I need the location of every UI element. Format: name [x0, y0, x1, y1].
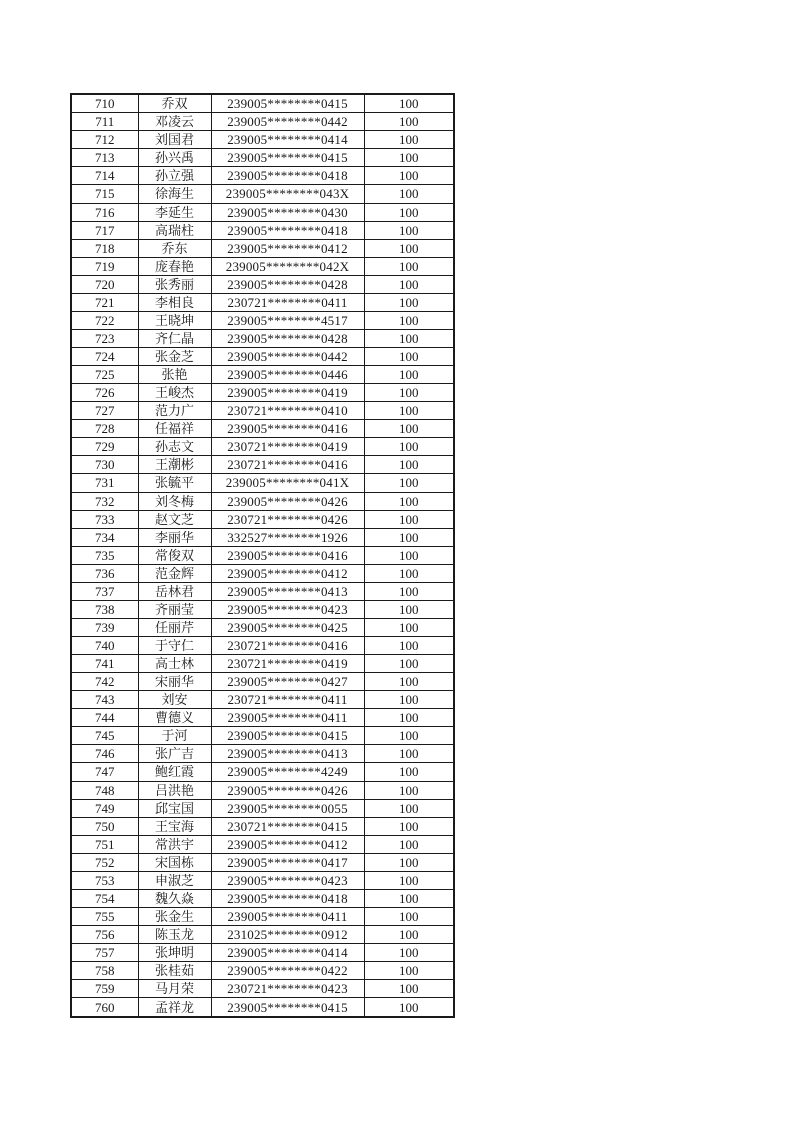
name-cell: 常俊双: [138, 546, 211, 564]
row-number-cell: 760: [71, 998, 138, 1017]
score-cell: 100: [364, 709, 454, 727]
masked-id-cell: 239005********0412: [211, 239, 364, 257]
table-row: [71, 329, 454, 347]
score-cell: 100: [364, 510, 454, 528]
table-row: [71, 600, 454, 618]
score-cell: 100: [364, 113, 454, 131]
row-number-cell: 749: [71, 799, 138, 817]
table-row: [71, 456, 454, 474]
table-row: [71, 384, 454, 402]
score-cell: 100: [364, 799, 454, 817]
row-number-cell: 746: [71, 745, 138, 763]
score-cell: 100: [364, 293, 454, 311]
score-cell: 100: [364, 94, 454, 113]
name-cell: 张金生: [138, 907, 211, 925]
masked-id-cell: 239005********0412: [211, 835, 364, 853]
row-number-cell: 745: [71, 727, 138, 745]
name-cell: 张秀丽: [138, 275, 211, 293]
table-row: [71, 926, 454, 944]
score-cell: 100: [364, 402, 454, 420]
masked-id-cell: 239005********043X: [211, 185, 364, 203]
name-cell: 宋丽华: [138, 673, 211, 691]
masked-id-cell: 239005********0416: [211, 420, 364, 438]
table-row: [71, 853, 454, 871]
score-cell: 100: [364, 691, 454, 709]
masked-id-cell: 239005********0427: [211, 673, 364, 691]
table-row: [71, 293, 454, 311]
table-row: [71, 366, 454, 384]
row-number-cell: 740: [71, 637, 138, 655]
masked-id-cell: 332527********1926: [211, 528, 364, 546]
row-number-cell: 719: [71, 257, 138, 275]
row-number-cell: 752: [71, 853, 138, 871]
score-cell: 100: [364, 781, 454, 799]
table-row: [71, 727, 454, 745]
row-number-cell: 739: [71, 618, 138, 636]
score-table-body: [71, 94, 454, 1017]
name-cell: 鲍红霞: [138, 763, 211, 781]
name-cell: 刘冬梅: [138, 492, 211, 510]
name-cell: 赵文芝: [138, 510, 211, 528]
masked-id-cell: 230721********0423: [211, 980, 364, 998]
row-number-cell: 742: [71, 673, 138, 691]
score-cell: 100: [364, 239, 454, 257]
name-cell: 范金辉: [138, 564, 211, 582]
score-cell: 100: [364, 763, 454, 781]
score-cell: 100: [364, 835, 454, 853]
table-row: [71, 510, 454, 528]
row-number-cell: 716: [71, 203, 138, 221]
row-number-cell: 751: [71, 835, 138, 853]
masked-id-cell: 239005********0428: [211, 275, 364, 293]
name-cell: 庞春艳: [138, 257, 211, 275]
masked-id-cell: 230721********0416: [211, 456, 364, 474]
row-number-cell: 729: [71, 438, 138, 456]
table-row: [71, 131, 454, 149]
name-cell: 齐丽莹: [138, 600, 211, 618]
row-number-cell: 723: [71, 329, 138, 347]
table-row: [71, 763, 454, 781]
row-number-cell: 735: [71, 546, 138, 564]
table-row: [71, 980, 454, 998]
score-cell: 100: [364, 456, 454, 474]
name-cell: 徐海生: [138, 185, 211, 203]
masked-id-cell: 239005********0414: [211, 131, 364, 149]
name-cell: 刘安: [138, 691, 211, 709]
row-number-cell: 728: [71, 420, 138, 438]
masked-id-cell: 239005********0414: [211, 944, 364, 962]
name-cell: 张坤明: [138, 944, 211, 962]
masked-id-cell: 230721********0426: [211, 510, 364, 528]
row-number-cell: 759: [71, 980, 138, 998]
table-row: [71, 149, 454, 167]
table-row: [71, 817, 454, 835]
row-number-cell: 717: [71, 221, 138, 239]
score-cell: 100: [364, 980, 454, 998]
score-cell: 100: [364, 618, 454, 636]
row-number-cell: 718: [71, 239, 138, 257]
score-cell: 100: [364, 528, 454, 546]
table-row: [71, 944, 454, 962]
score-cell: 100: [364, 546, 454, 564]
masked-id-cell: 239005********0416: [211, 546, 364, 564]
masked-id-cell: 230721********0411: [211, 293, 364, 311]
masked-id-cell: 230721********0410: [211, 402, 364, 420]
masked-id-cell: 239005********0423: [211, 871, 364, 889]
masked-id-cell: 239005********0415: [211, 94, 364, 113]
row-number-cell: 736: [71, 564, 138, 582]
masked-id-cell: 230721********0419: [211, 655, 364, 673]
score-cell: 100: [364, 203, 454, 221]
row-number-cell: 750: [71, 817, 138, 835]
name-cell: 陈玉龙: [138, 926, 211, 944]
table-row: [71, 962, 454, 980]
masked-id-cell: 239005********0430: [211, 203, 364, 221]
name-cell: 高士林: [138, 655, 211, 673]
row-number-cell: 710: [71, 94, 138, 113]
row-number-cell: 744: [71, 709, 138, 727]
score-cell: 100: [364, 167, 454, 185]
row-number-cell: 756: [71, 926, 138, 944]
table-row: [71, 528, 454, 546]
score-cell: 100: [364, 329, 454, 347]
masked-id-cell: 230721********0419: [211, 438, 364, 456]
score-cell: 100: [364, 149, 454, 167]
row-number-cell: 732: [71, 492, 138, 510]
score-cell: 100: [364, 131, 454, 149]
name-cell: 于河: [138, 727, 211, 745]
name-cell: 李丽华: [138, 528, 211, 546]
score-table: [70, 93, 455, 1018]
name-cell: 王晓坤: [138, 311, 211, 329]
table-row: [71, 348, 454, 366]
score-cell: 100: [364, 853, 454, 871]
row-number-cell: 755: [71, 907, 138, 925]
masked-id-cell: 239005********0055: [211, 799, 364, 817]
score-cell: 100: [364, 564, 454, 582]
name-cell: 李相良: [138, 293, 211, 311]
score-cell: 100: [364, 655, 454, 673]
row-number-cell: 754: [71, 889, 138, 907]
table-row: [71, 673, 454, 691]
masked-id-cell: 239005********0411: [211, 907, 364, 925]
score-cell: 100: [364, 311, 454, 329]
score-cell: 100: [364, 926, 454, 944]
masked-id-cell: 239005********0446: [211, 366, 364, 384]
table-row: [71, 474, 454, 492]
score-cell: 100: [364, 962, 454, 980]
name-cell: 魏久焱: [138, 889, 211, 907]
table-row: [71, 185, 454, 203]
table-row: [71, 889, 454, 907]
row-number-cell: 721: [71, 293, 138, 311]
score-cell: 100: [364, 998, 454, 1017]
table-row: [71, 203, 454, 221]
name-cell: 张桂茹: [138, 962, 211, 980]
score-cell: 100: [364, 366, 454, 384]
masked-id-cell: 230721********0415: [211, 817, 364, 835]
masked-id-cell: 239005********0413: [211, 745, 364, 763]
row-number-cell: 738: [71, 600, 138, 618]
score-cell: 100: [364, 600, 454, 618]
name-cell: 邓凌云: [138, 113, 211, 131]
name-cell: 齐仁晶: [138, 329, 211, 347]
row-number-cell: 715: [71, 185, 138, 203]
row-number-cell: 714: [71, 167, 138, 185]
name-cell: 张艳: [138, 366, 211, 384]
table-row: [71, 311, 454, 329]
name-cell: 吕洪艳: [138, 781, 211, 799]
row-number-cell: 753: [71, 871, 138, 889]
row-number-cell: 720: [71, 275, 138, 293]
score-cell: 100: [364, 727, 454, 745]
table-row: [71, 745, 454, 763]
row-number-cell: 734: [71, 528, 138, 546]
score-cell: 100: [364, 420, 454, 438]
name-cell: 孙立强: [138, 167, 211, 185]
table-row: [71, 221, 454, 239]
name-cell: 岳林君: [138, 582, 211, 600]
table-row: [71, 907, 454, 925]
row-number-cell: 722: [71, 311, 138, 329]
masked-id-cell: 239005********0415: [211, 998, 364, 1017]
name-cell: 孙兴禹: [138, 149, 211, 167]
masked-id-cell: 239005********0426: [211, 781, 364, 799]
table-row: [71, 94, 454, 113]
score-cell: 100: [364, 907, 454, 925]
score-cell: 100: [364, 871, 454, 889]
name-cell: 宋国栋: [138, 853, 211, 871]
name-cell: 张广吉: [138, 745, 211, 763]
row-number-cell: 731: [71, 474, 138, 492]
masked-id-cell: 239005********0423: [211, 600, 364, 618]
row-number-cell: 733: [71, 510, 138, 528]
masked-id-cell: 239005********0412: [211, 564, 364, 582]
name-cell: 任丽芹: [138, 618, 211, 636]
name-cell: 高瑞柱: [138, 221, 211, 239]
row-number-cell: 713: [71, 149, 138, 167]
row-number-cell: 711: [71, 113, 138, 131]
table-row: [71, 655, 454, 673]
masked-id-cell: 231025********0912: [211, 926, 364, 944]
row-number-cell: 725: [71, 366, 138, 384]
name-cell: 刘国君: [138, 131, 211, 149]
masked-id-cell: 239005********0426: [211, 492, 364, 510]
row-number-cell: 758: [71, 962, 138, 980]
masked-id-cell: 239005********0442: [211, 113, 364, 131]
name-cell: 任福祥: [138, 420, 211, 438]
name-cell: 孙志文: [138, 438, 211, 456]
masked-id-cell: 239005********042X: [211, 257, 364, 275]
masked-id-cell: 239005********0415: [211, 727, 364, 745]
name-cell: 王峻杰: [138, 384, 211, 402]
row-number-cell: 737: [71, 582, 138, 600]
table-row: [71, 167, 454, 185]
score-cell: 100: [364, 582, 454, 600]
score-cell: 100: [364, 817, 454, 835]
table-row: [71, 546, 454, 564]
table-row: [71, 257, 454, 275]
row-number-cell: 724: [71, 348, 138, 366]
name-cell: 乔双: [138, 94, 211, 113]
name-cell: 申淑芝: [138, 871, 211, 889]
score-cell: 100: [364, 275, 454, 293]
masked-id-cell: 239005********0418: [211, 221, 364, 239]
masked-id-cell: 239005********0428: [211, 329, 364, 347]
score-cell: 100: [364, 438, 454, 456]
masked-id-cell: 239005********0442: [211, 348, 364, 366]
score-cell: 100: [364, 348, 454, 366]
masked-id-cell: 239005********0422: [211, 962, 364, 980]
row-number-cell: 712: [71, 131, 138, 149]
row-number-cell: 726: [71, 384, 138, 402]
score-cell: 100: [364, 944, 454, 962]
score-cell: 100: [364, 384, 454, 402]
name-cell: 张金芝: [138, 348, 211, 366]
masked-id-cell: 230721********0416: [211, 637, 364, 655]
table-row: [71, 637, 454, 655]
name-cell: 孟祥龙: [138, 998, 211, 1017]
masked-id-cell: 239005********0415: [211, 149, 364, 167]
score-cell: 100: [364, 257, 454, 275]
name-cell: 王宝海: [138, 817, 211, 835]
table-row: [71, 113, 454, 131]
masked-id-cell: 239005********4517: [211, 311, 364, 329]
masked-id-cell: 239005********0425: [211, 618, 364, 636]
name-cell: 乔东: [138, 239, 211, 257]
score-cell: 100: [364, 492, 454, 510]
score-cell: 100: [364, 673, 454, 691]
masked-id-cell: 239005********0413: [211, 582, 364, 600]
name-cell: 范力广: [138, 402, 211, 420]
table-row: [71, 402, 454, 420]
row-number-cell: 727: [71, 402, 138, 420]
table-row: [71, 691, 454, 709]
table-row: [71, 799, 454, 817]
masked-id-cell: 239005********0417: [211, 853, 364, 871]
score-cell: 100: [364, 637, 454, 655]
score-cell: 100: [364, 474, 454, 492]
masked-id-cell: 239005********4249: [211, 763, 364, 781]
name-cell: 王潮彬: [138, 456, 211, 474]
name-cell: 于守仁: [138, 637, 211, 655]
table-row: [71, 239, 454, 257]
masked-id-cell: 239005********041X: [211, 474, 364, 492]
score-cell: 100: [364, 185, 454, 203]
score-cell: 100: [364, 889, 454, 907]
name-cell: 马月荣: [138, 980, 211, 998]
name-cell: 常洪宇: [138, 835, 211, 853]
row-number-cell: 748: [71, 781, 138, 799]
masked-id-cell: 239005********0418: [211, 167, 364, 185]
table-row: [71, 618, 454, 636]
table-row: [71, 438, 454, 456]
row-number-cell: 757: [71, 944, 138, 962]
name-cell: 张毓平: [138, 474, 211, 492]
row-number-cell: 747: [71, 763, 138, 781]
table-row: [71, 275, 454, 293]
score-cell: 100: [364, 221, 454, 239]
name-cell: 李延生: [138, 203, 211, 221]
table-row: [71, 582, 454, 600]
table-row: [71, 492, 454, 510]
name-cell: 邱宝国: [138, 799, 211, 817]
table-row: [71, 998, 454, 1017]
name-cell: 曹德义: [138, 709, 211, 727]
table-row: [71, 709, 454, 727]
table-row: [71, 564, 454, 582]
row-number-cell: 741: [71, 655, 138, 673]
table-row: [71, 781, 454, 799]
row-number-cell: 743: [71, 691, 138, 709]
masked-id-cell: 239005********0418: [211, 889, 364, 907]
masked-id-cell: 239005********0411: [211, 709, 364, 727]
masked-id-cell: 230721********0411: [211, 691, 364, 709]
row-number-cell: 730: [71, 456, 138, 474]
masked-id-cell: 239005********0419: [211, 384, 364, 402]
table-row: [71, 835, 454, 853]
table-row: [71, 420, 454, 438]
table-row: [71, 871, 454, 889]
score-cell: 100: [364, 745, 454, 763]
